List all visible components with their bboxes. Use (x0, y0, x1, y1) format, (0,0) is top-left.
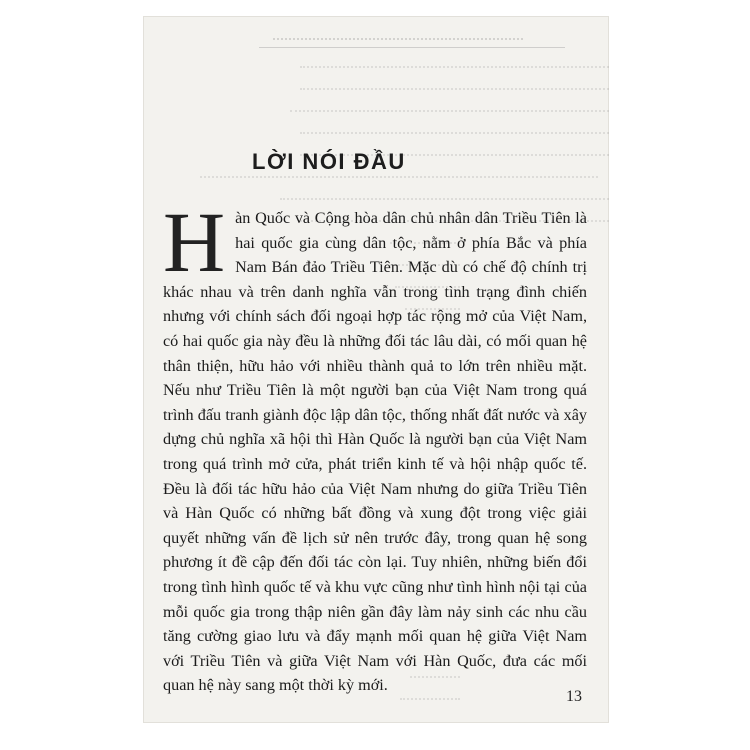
drop-cap: H (163, 194, 226, 290)
book-page (143, 16, 609, 723)
page-heading: LỜI NÓI ĐẦU (252, 149, 406, 174)
ghost-text-line (400, 698, 460, 700)
ghost-text-line (280, 198, 609, 200)
ghost-text-line (290, 110, 609, 112)
ghost-header-rule (259, 47, 565, 48)
body-paragraph (163, 194, 587, 698)
ghost-header-text (273, 38, 523, 46)
ghost-text-line (300, 88, 609, 90)
ghost-text-line (200, 176, 598, 178)
paragraph-text: àn Quốc và Cộng hòa dân chủ nhân dân Triều Tiên là hai quốc gia cùng dân tộc, nằm ở phía Bắc và phía Nam Bán đảo Triều Tiên. Mặc dù có chế độ chính trị khác nhau và trên danh nghĩa vẫn trong tình trạng đình chiến nhưng với chính sách đối ngoại hợp tác rộng mở của Việt Nam, có hai quốc gia này đều là những đối tác lâu dài, có mối quan hệ thân thiện, hữu hảo với nhiều thành quả to lớn trên nhiều mặt. Nếu như Triều Tiên là một người bạn của Việt Nam trong quá trình đấu tranh giành độc lập dân tộc, thống nhất đất nước và xây dựng chủ nghĩa xã hội thì Hàn Quốc là người bạn của Việt Nam trong quá trình mở cửa, phát triển kinh tế và hội nhập quốc tế. Đều là đối tác hữu hảo của Việt Nam nhưng do giữa Triều Tiên và Hàn Quốc có những bất đồng và xung đột trong việc giải quyết những vấn đề lịch sử nên trước đây, trong quan hệ song phương ít đề cập đến đối tác còn lại. Tuy nhiên, những biến đổi trong tình hình quốc tế và khu vực cũng như tình hình nội tại của mỗi quốc gia trong thập niên gần đây làm nảy sinh các nhu cầu tăng cường giao lưu và đẩy mạnh mối quan hệ giữa Việt Nam với Triều Tiên và giữa Việt Nam với Hàn Quốc, đưa các mối quan hệ này sang một thời kỳ mới. (163, 209, 587, 695)
ghost-text-line (300, 66, 609, 68)
page-number: 13 (566, 688, 582, 705)
ghost-text-line (300, 132, 609, 134)
